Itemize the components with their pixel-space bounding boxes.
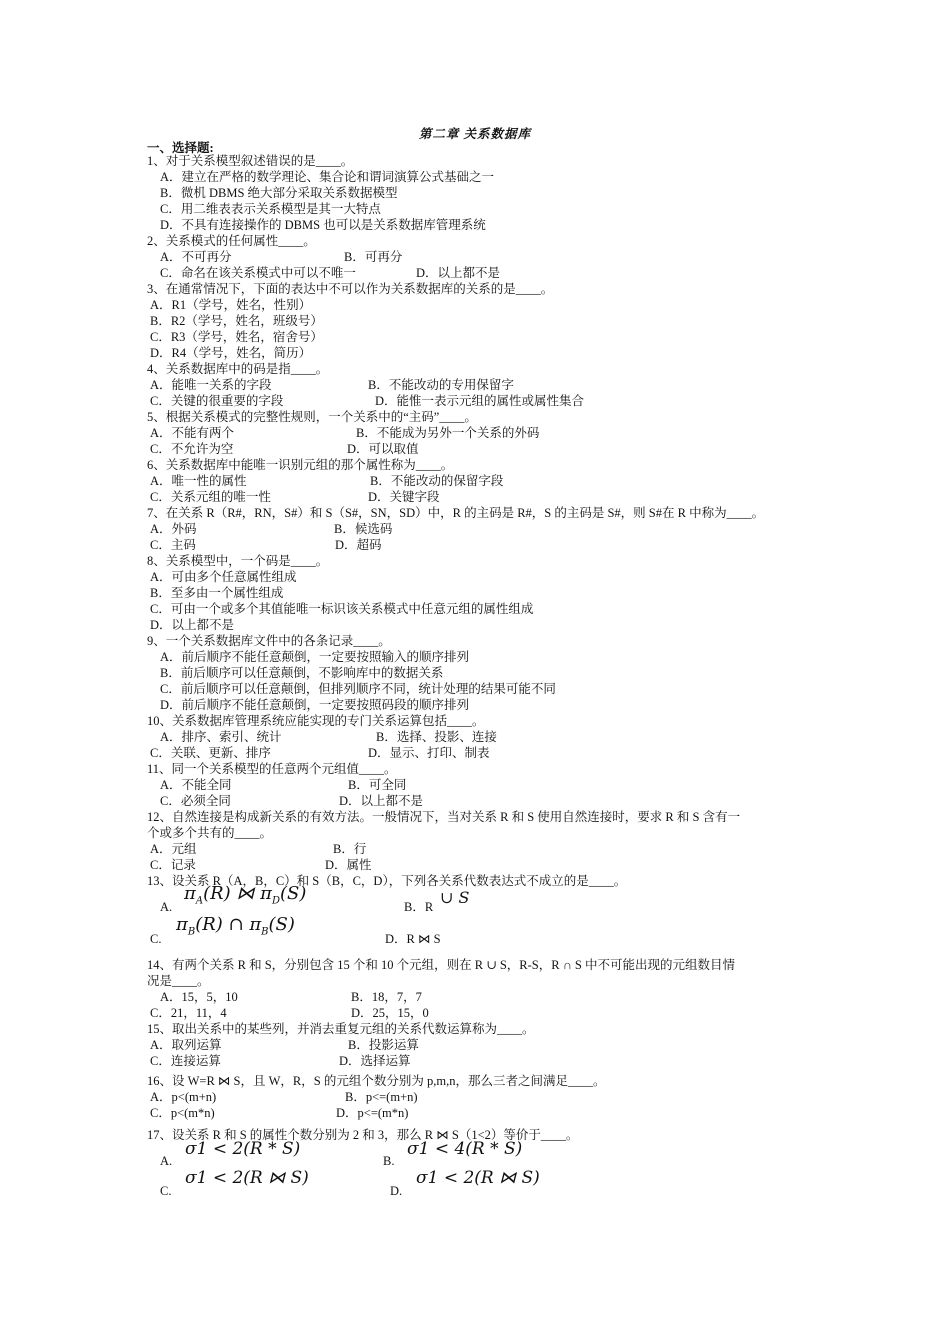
text-line-41: 12、自然连接是构成新关系的有效方法。一般情况下，当对关系 R 和 S 使用自然连接时，要求 R 和 S 含有一: [147, 810, 741, 824]
text-line-9: A．R1（学号，姓名，性别）: [150, 298, 312, 312]
option-right-13: D．以上都不是: [339, 794, 424, 808]
text-line-11: C．R3（学号，姓名，宿舍号）: [150, 330, 323, 344]
text-line-46: 14、有两个关系 R 和 S，分别包含 15 个和 10 个元组，则在 R ∪ S，R-S，R ∩ S 中不可能出现的元组数目情: [147, 958, 735, 972]
text-line-1: A．建立在严格的数学理论、集合论和谓词演算公式基础之一: [160, 170, 495, 184]
text-line-54: A．p<(m+n): [150, 1090, 217, 1104]
text-line-40: C．必须全同: [160, 794, 231, 808]
text-line-4: D．不具有连接操作的 DBMS 也可以是关系数据库管理系统: [160, 218, 486, 232]
q17-option-b-formula: σ1 < 4(R * S): [407, 1139, 523, 1159]
text-line-47: 况是____。: [147, 974, 210, 988]
q17-option-c-formula: σ1 < 2(R ⋈ S): [185, 1168, 309, 1188]
text-line-18: C．不允许为空: [150, 442, 234, 456]
option-right-4: B．不能成为另外一个关系的外码: [356, 426, 540, 440]
text-line-39: A．不能全同: [160, 778, 232, 792]
text-line-36: A．排序、索引、统计: [160, 730, 282, 744]
text-line-2: B．微机 DBMS 绝大部分采取关系数据模型: [160, 186, 398, 200]
text-line-22: 7、在关系 R（R#，RN，S#）和 S（S#，SN，SD）中，R 的主码是 R#，S 的主码是 S#，则 S#在 R 中称为____。: [147, 506, 765, 520]
section-heading: 一、选择题:: [147, 141, 214, 155]
text-line-14: A．能唯一关系的字段: [150, 378, 272, 392]
text-line-26: A．可由多个任意属性组成: [150, 570, 297, 584]
option-right-6: B．不能改动的保留字段: [370, 474, 504, 488]
option-right-9: D．超码: [335, 538, 382, 552]
q13-option-b-label: B．R: [404, 900, 434, 914]
text-line-23: A．外码: [150, 522, 197, 536]
option-right-0: B．可再分: [344, 250, 403, 264]
text-line-27: B．至多由一个属性组成: [150, 586, 284, 600]
text-line-53: 16、设 W=R ⋈ S，且 W，R，S 的元组个数分别为 p,m,n，那么三者之间满足____。: [147, 1074, 606, 1088]
text-line-31: A．前后顺序不能任意颠倒，一定要按照输入的顺序排列: [160, 650, 470, 664]
option-right-17: D．25，15，0: [351, 1006, 429, 1020]
text-line-45: 13、设关系 R（A，B，C）和 S（B，C，D），下列各关系代数表达式不成立的是____。: [147, 874, 627, 888]
option-right-11: D．显示、打印、制表: [368, 746, 490, 760]
text-line-16: 5、根据关系模式的完整性规则，一个关系中的“主码”____。: [147, 410, 477, 424]
q13-option-c-formula: $\pi_B(R)$ ∩ $\pi_B(S)$: [176, 914, 295, 938]
text-line-34: D．前后顺序不能任意颠倒，一定要按照码段的顺序排列: [160, 698, 470, 712]
q13-option-b-formula: ∪ S: [440, 888, 470, 907]
text-line-50: 15、取出关系中的某些列，并消去重复元组的关系代数运算称为____。: [147, 1022, 535, 1036]
text-line-21: C．关系元组的唯一性: [150, 490, 271, 504]
text-line-49: C．21，11，4: [150, 1006, 227, 1020]
text-line-52: C．连接运算: [150, 1054, 221, 1068]
text-line-8: 3、在通常情况下，下面的表达中不可以作为关系数据库的关系的是____。: [147, 282, 554, 296]
option-right-18: B．投影运算: [348, 1038, 419, 1052]
text-line-0: 1、对于关系模型叙述错误的是____。: [147, 154, 354, 168]
option-right-10: B．选择、投影、连接: [376, 730, 497, 744]
text-line-37: C．关联、更新、排序: [150, 746, 271, 760]
option-right-15: D．属性: [325, 858, 372, 872]
text-line-3: C．用二维表表示关系模型是其一大特点: [160, 202, 381, 216]
text-line-29: D．以上都不是: [150, 618, 235, 632]
text-line-35: 10、关系数据库管理系统应能实现的专门关系运算包括____。: [147, 714, 485, 728]
text-line-12: D．R4（学号，姓名，简历）: [150, 346, 312, 360]
q17-option-a-formula: σ1 < 2(R * S): [185, 1139, 301, 1159]
text-line-17: A．不能有两个: [150, 426, 235, 440]
text-line-48: A．15，5，10: [160, 990, 238, 1004]
option-right-14: B．行: [333, 842, 367, 856]
text-line-56: 17、设关系 R 和 S 的属性个数分别为 2 和 3，那么 R ⋈ S（1<2）等价于____。: [147, 1128, 579, 1142]
text-line-6: A．不可再分: [160, 250, 232, 264]
q17-option-d-formula: σ1 < 2(R ⋈ S): [416, 1168, 540, 1188]
text-line-33: C．前后顺序可以任意颠倒，但排列顺序不同，统计处理的结果可能不同: [160, 682, 556, 696]
option-right-20: B．p<=(m+n): [345, 1090, 418, 1104]
text-line-32: B．前后顺序可以任意颠倒，不影响库中的数据关系: [160, 666, 444, 680]
option-right-5: D．可以取值: [347, 442, 419, 456]
text-line-24: C．主码: [150, 538, 196, 552]
text-line-13: 4、关系数据库中的码是指____。: [147, 362, 329, 376]
q17-option-d-label: D.: [390, 1184, 403, 1198]
option-right-21: D．p<=(m*n): [336, 1106, 409, 1120]
text-line-19: 6、关系数据库中能唯一识别元组的那个属性称为____。: [147, 458, 454, 472]
q13-option-c-label: C.: [150, 932, 162, 946]
text-line-44: C．记录: [150, 858, 196, 872]
q17-option-c-label: C.: [160, 1184, 172, 1198]
text-line-25: 8、关系模型中，一个码是____。: [147, 554, 329, 568]
option-right-19: D．选择运算: [339, 1054, 411, 1068]
text-line-10: B．R2（学号，姓名，班级号）: [150, 314, 323, 328]
text-line-51: A．取列运算: [150, 1038, 222, 1052]
option-right-2: B．不能改动的专用保留字: [368, 378, 514, 392]
text-line-28: C．可由一个或多个其值能唯一标识该关系模式中任意元组的属性组成: [150, 602, 534, 616]
q13-option-d-label: D．R ⋈ S: [385, 932, 441, 946]
text-line-5: 2、关系模式的任何属性____。: [147, 234, 316, 248]
q13-option-a-label: A.: [160, 900, 173, 914]
text-line-15: C．关键的很重要的字段: [150, 394, 284, 408]
text-line-30: 9、一个关系数据库文件中的各条记录____。: [147, 634, 391, 648]
q13-option-a-formula: $\pi_A(R)$ ⋈ $\pi_D(S)$: [184, 883, 307, 907]
option-right-7: D．关键字段: [368, 490, 440, 504]
text-line-42: 个或多个共有的____。: [147, 826, 273, 840]
option-right-8: B．候选码: [334, 522, 393, 536]
text-line-43: A．元组: [150, 842, 197, 856]
text-line-20: A．唯一性的属性: [150, 474, 247, 488]
text-line-38: 11、同一个关系模型的任意两个元组值____。: [147, 762, 397, 776]
q17-option-a-label: A.: [160, 1154, 173, 1168]
q17-option-b-label: B.: [383, 1154, 395, 1168]
option-right-16: B．18，7，7: [351, 990, 422, 1004]
option-right-3: D．能惟一表示元组的属性或属性集合: [375, 394, 585, 408]
page-title: 第二章 关系数据库: [418, 127, 532, 141]
option-right-12: B．可全同: [348, 778, 407, 792]
text-line-7: C．命名在该关系模式中可以不唯一: [160, 266, 356, 280]
option-right-1: D．以上都不是: [416, 266, 501, 280]
text-line-55: C．p<(m*n): [150, 1106, 215, 1120]
